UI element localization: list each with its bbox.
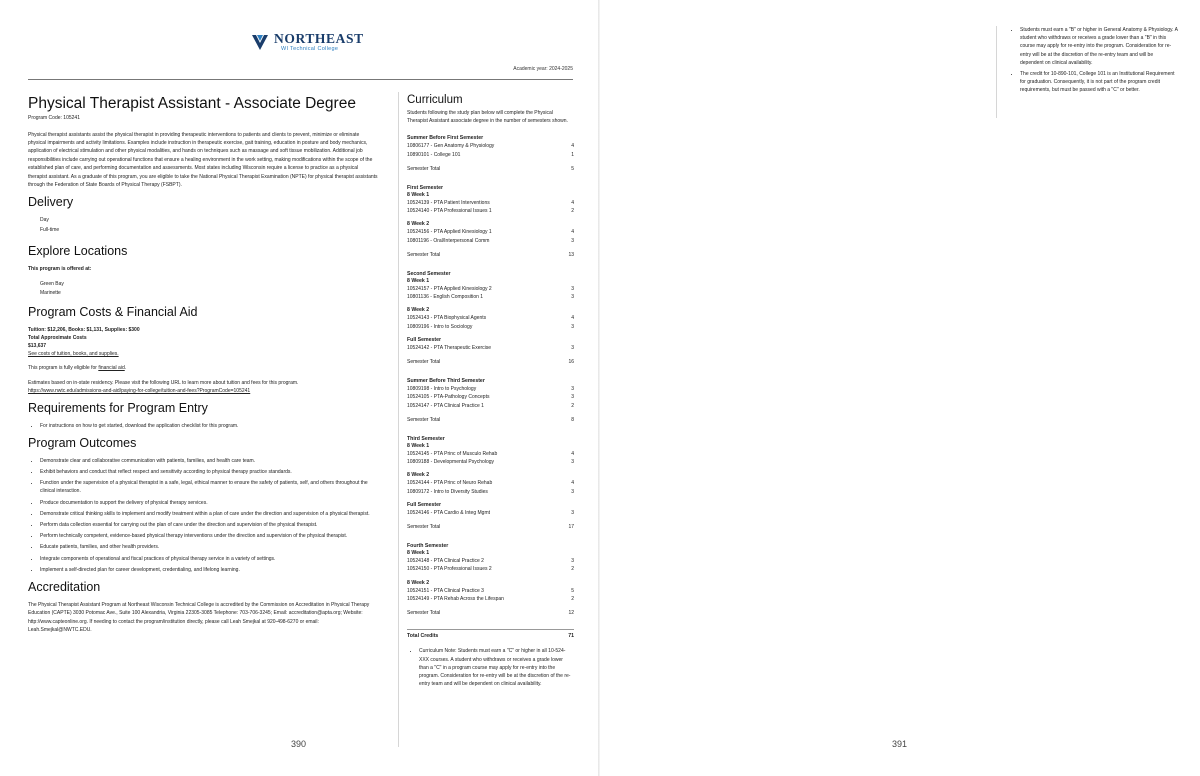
- course-row: [407, 293, 574, 301]
- course-credits: 1: [571, 151, 574, 158]
- semester-total-value: 5: [571, 165, 574, 172]
- outcomes-heading: Program Outcomes: [28, 435, 137, 450]
- cost-estimate-note: [28, 379, 378, 396]
- locations-list: [40, 280, 378, 299]
- outcome-item: • Perform technically competent, evidence-based physical therapy interventions under the direction and supervision of the physical therapist.: [40, 532, 378, 540]
- continued-note-item: • Students must earn a "B" or higher in General Anatomy & Physiology. A student who withdraws or receives a grade lower than a "B" in this course may apply for re-entry into the program. Consideration for re-entry will be at the discretion of the re-entry team and will be dependent on clinical availability.: [1020, 26, 1178, 67]
- course-credits: 4: [571, 480, 574, 487]
- course-name: 10524150 - PTA Professional Issues 2: [407, 566, 492, 573]
- estimate-text: Estimates based on in-state residency. Please visit the following URL to learn more about tuition and fees for this program.: [28, 379, 299, 386]
- outcome-item: • Function under the supervision of a physical therapist in a safe, legal, ethical manner to ensure the safety of patients, self, and others throughout the clinical interaction.: [40, 479, 378, 495]
- course-row: [407, 393, 574, 401]
- outcome-item: • Implement a self-directed plan for career development, credentialing, and lifelong learning.: [40, 566, 378, 574]
- course-name: 10524148 - PTA Clinical Practice 2: [407, 558, 484, 565]
- delivery-list: [40, 216, 378, 235]
- outcome-item: • Demonstrate critical thinking skills to implement and modify treatment within a plan of care under the direction and supervision of a physical therapist.: [40, 510, 378, 518]
- semester-total-label: Semester Total: [407, 251, 441, 258]
- course-row: [407, 314, 574, 322]
- tuition-url-link[interactable]: https://www.nwtc.edu/admissions-and-aid/paying-for-college/tuition-and-fees?ProgramCode=105241: [28, 388, 251, 395]
- course-credits: 2: [571, 402, 574, 409]
- curriculum-heading: Curriculum: [407, 94, 463, 106]
- course-row: [407, 344, 574, 352]
- total-credits-label: Total Credits: [407, 633, 439, 640]
- course-name: 10524157 - PTA Applied Kinesiology 2: [407, 286, 492, 293]
- semester-block: [407, 185, 574, 259]
- course-row: [407, 488, 574, 496]
- semester-total-label: Semester Total: [407, 524, 441, 531]
- semester-block: [407, 271, 574, 366]
- course-credits: 2: [571, 566, 574, 573]
- total-cost-label: Total Approximate Costs: [28, 334, 87, 341]
- header-rule: [28, 79, 573, 80]
- semester-title: Summer Before Third Semester: [407, 378, 485, 385]
- course-row: [407, 228, 574, 236]
- curriculum-intro: Students following the study plan below will complete the Physical Therapist Assistant associate degree in the number of semesters shown.: [407, 110, 568, 125]
- semester-total-label: Semester Total: [407, 416, 441, 423]
- delivery-item: Day: [40, 217, 49, 224]
- requirements-heading: Requirements for Program Entry: [28, 400, 208, 415]
- outcome-item: • Educate patients, families, and other health providers.: [40, 543, 378, 551]
- course-row: [407, 207, 574, 215]
- semester-total-row: [407, 609, 574, 617]
- semester-block: [407, 543, 574, 617]
- term-label: Full Semester: [407, 336, 442, 343]
- costs-heading: Program Costs & Financial Aid: [28, 304, 198, 319]
- accreditation-heading: Accreditation: [28, 580, 101, 595]
- page-number-left: 390: [291, 739, 307, 749]
- page-number-right: 391: [892, 739, 908, 749]
- financial-aid-link[interactable]: financial aid: [98, 365, 125, 372]
- course-credits: 3: [571, 558, 574, 565]
- course-group: [407, 142, 574, 158]
- course-row: [407, 557, 574, 565]
- semester-total-value: 16: [568, 359, 574, 366]
- semester-total-value: 13: [568, 251, 574, 258]
- course-name: 10809188 - Developmental Psychology: [407, 459, 494, 466]
- course-credits: 3: [571, 394, 574, 401]
- course-row: [407, 587, 574, 595]
- costs-link[interactable]: See costs of tuition, books, and supplies.: [28, 351, 119, 358]
- term-label: 8 Week 2: [407, 307, 430, 314]
- semester-title: Third Semester: [407, 436, 445, 443]
- semester-total-value: 12: [568, 610, 574, 617]
- continued-notes: [1010, 26, 1178, 101]
- course-group: [407, 385, 574, 410]
- course-credits: 3: [571, 509, 574, 516]
- course-name: 10524140 - PTA Professional Issues 1: [407, 208, 492, 215]
- outcome-item: • Demonstrate clear and collaborative communication with patients, families, and health care team.: [40, 457, 378, 465]
- course-row: [407, 199, 574, 207]
- term-label: 8 Week 2: [407, 579, 430, 586]
- course-name: 10524139 - PTA Patient Interventions: [407, 200, 490, 207]
- course-credits: 4: [571, 315, 574, 322]
- course-credits: 5: [571, 587, 574, 594]
- course-credits: 2: [571, 595, 574, 602]
- course-credits: 4: [571, 229, 574, 236]
- notes-divider: [996, 26, 997, 118]
- course-credits: 4: [571, 451, 574, 458]
- semester-title: Fourth Semester: [407, 543, 449, 550]
- term-label: 8 Week 1: [407, 192, 430, 199]
- course-row: [407, 385, 574, 393]
- semester-total-row: [407, 416, 574, 424]
- requirement-item: • For instructions on how to get started, download the application checklist for this program.: [40, 422, 378, 430]
- total-cost-value: $13,637: [28, 342, 47, 349]
- locations-intro: This program is offered at:: [28, 266, 92, 273]
- program-code: Program Code: 105241: [28, 114, 80, 121]
- course-name: 10524146 - PTA Cardio & Integ Mgmt: [407, 509, 491, 516]
- term-label: 8 Week 1: [407, 278, 430, 285]
- course-name: 10809198 - Intro to Psychology: [407, 386, 477, 393]
- course-row: [407, 450, 574, 458]
- course-name: 10809172 - Intro to Diversity Studies: [407, 488, 488, 495]
- program-description: Physical therapist assistants assist the physical therapist in providing therapeutic interventions to patients and clients to prevent, minimize or eliminate physical impairments and activity limitations. Examples include instruction in therapeutic exercise, gait training, education in posture and body mechanics, application of electrical stimulation and other physical modalities, and hands on techniques such as massage and soft tissue mobilization. Additional job responsibilities include carrying out operational functions that ensure a healing environment in the work setting, making modifications within the scope of the established plan of care, and performing documentation and assessments. Most states including Wisconsin require a license to practice as a physical therapist assistant. As a graduate of this program, you are eligible to take the National Physical Therapist Examination (NPTE) for physical therapist assistants through the Federation of State Boards of Physical Therapy (FSBPT).: [28, 131, 378, 188]
- logo-subtitle: WI Technical College: [281, 45, 339, 52]
- course-name: 10890101 - College 101: [407, 151, 461, 158]
- logo-name: NORTHEAST: [274, 31, 364, 46]
- course-name: 10524147 - PTA Clinical Practice 1: [407, 402, 484, 409]
- term-label: 8 Week 2: [407, 472, 430, 479]
- page-title: Physical Therapist Assistant - Associate Degree: [28, 95, 356, 112]
- semester-total-label: Semester Total: [407, 359, 441, 366]
- outcome-item: • Perform data collection essential for carrying out the plan of care under the direction and supervision of the physical therapist.: [40, 521, 378, 529]
- outcomes-list: [28, 457, 378, 574]
- semester-total-label: Semester Total: [407, 610, 441, 617]
- semester-total-row: [407, 251, 574, 259]
- course-row: [407, 565, 574, 573]
- course-group: [407, 472, 574, 495]
- semester-block: [407, 378, 574, 424]
- curriculum-column: [407, 94, 574, 694]
- term-label: 8 Week 1: [407, 443, 430, 450]
- course-row: [407, 285, 574, 293]
- course-group: [407, 580, 574, 603]
- course-name: 10524105 - PTA-Pathology Concepts: [407, 394, 490, 401]
- total-credits-row: [407, 629, 574, 639]
- northeast-logo-icon: [250, 32, 270, 52]
- course-credits: 2: [571, 208, 574, 215]
- semester-block: [407, 436, 574, 531]
- course-credits: 3: [571, 294, 574, 301]
- course-credits: 4: [571, 143, 574, 150]
- course-row: [407, 458, 574, 466]
- semester-list: [407, 135, 574, 617]
- course-credits: 3: [571, 286, 574, 293]
- course-row: [407, 479, 574, 487]
- course-name: 10801136 - English Composition 1: [407, 294, 484, 301]
- semester-title: First Semester: [407, 185, 444, 192]
- course-group: [407, 192, 574, 215]
- tuition-breakdown: Tuition: $12,206, Books: $1,131, Supplies: $300: [28, 326, 140, 333]
- course-row: [407, 151, 574, 159]
- course-group: [407, 443, 574, 466]
- delivery-heading: Delivery: [28, 195, 74, 210]
- course-name: 10524145 - PTA Princ of Musculo Rehab: [407, 451, 498, 458]
- course-row: [407, 323, 574, 331]
- course-row: [407, 509, 574, 517]
- program-info-column: [28, 95, 378, 641]
- right-page: [600, 0, 1200, 776]
- semester-block: [407, 135, 574, 173]
- course-row: [407, 595, 574, 603]
- semester-total-value: 17: [568, 524, 574, 531]
- course-row: [407, 237, 574, 245]
- semester-total-row: [407, 358, 574, 366]
- course-name: 10809196 - Intro to Sociology: [407, 323, 473, 330]
- course-name: 10524144 - PTA Princ of Neuro Rehab: [407, 480, 493, 487]
- course-group: [407, 502, 574, 517]
- course-name: 10524149 - PTA Rehab Across the Lifespan: [407, 595, 504, 602]
- course-group: [407, 307, 574, 330]
- course-group: [407, 278, 574, 301]
- outcome-item: • Produce documentation to support the delivery of physical therapy services.: [40, 499, 378, 507]
- college-logo: [250, 32, 364, 52]
- locations-heading: Explore Locations: [28, 244, 128, 259]
- course-name: 10801196 - Oral/Interpersonal Comm: [407, 237, 490, 244]
- term-label: 8 Week 1: [407, 550, 430, 557]
- course-name: 10524143 - PTA Biophysical Agents: [407, 315, 487, 322]
- course-credits: 3: [571, 386, 574, 393]
- column-divider: [398, 92, 399, 747]
- course-group: [407, 550, 574, 573]
- term-label: 8 Week 2: [407, 221, 430, 228]
- course-name: 10806177 - Gen Anatomy & Physiology: [407, 143, 495, 150]
- course-name: 10524156 - PTA Applied Kinesiology 1: [407, 229, 492, 236]
- financial-aid-text: [28, 364, 378, 372]
- course-name: 10524151 - PTA Clinical Practice 3: [407, 587, 484, 594]
- semester-total-value: 8: [571, 416, 574, 423]
- course-group: [407, 221, 574, 244]
- semester-total-label: Semester Total: [407, 165, 441, 172]
- course-row: [407, 402, 574, 410]
- outcome-item: • Integrate components of operational and fiscal practices of physical therapy service in a variety of settings.: [40, 555, 378, 563]
- requirements-list: [28, 422, 378, 430]
- semester-total-row: [407, 523, 574, 531]
- curriculum-notes: [407, 647, 574, 688]
- course-credits: 3: [571, 344, 574, 351]
- course-credits: 3: [571, 488, 574, 495]
- location-item: Marinette: [40, 290, 61, 297]
- course-credits: 3: [571, 459, 574, 466]
- aid-suffix: .: [124, 365, 127, 372]
- aid-prefix: This program is fully eligible for: [28, 365, 99, 372]
- total-credits-value: 71: [568, 633, 574, 640]
- location-item: Green Bay: [40, 280, 64, 287]
- course-group: [407, 337, 574, 352]
- semester-title: Second Semester: [407, 271, 451, 278]
- course-credits: 3: [571, 323, 574, 330]
- semester-title: Summer Before First Semester: [407, 135, 484, 142]
- course-credits: 4: [571, 200, 574, 207]
- course-row: [407, 142, 574, 150]
- outcome-item: • Exhibit behaviors and conduct that reflect respect and sensitivity according to physical therapy practice standards.: [40, 468, 378, 476]
- continued-note-item: • The credit for 10-890-101, College 101 is an Institutional Requirement for graduation. Consequently, it is not part of the program credit requirements, but must be passed with a "C" or better.: [1020, 70, 1178, 95]
- accreditation-text: The Physical Therapist Assistant Program at Northeast Wisconsin Technical College is accredited by the Commission on Accreditation in Physical Therapy Education (CAPTE) 3030 Potomac Ave., Suite 100 Alexandria, Virginia 22305-3085 Telephone: 703-706-3245; Email: accreditation@apta.org; Website: http://www.capteonline.org. If needing to contact the program/institution directly, please call Leah Smejkal at 920-498-6270 or email: Leah.Smejkal@NWTC.EDU.: [28, 602, 370, 634]
- course-name: 10524142 - PTA Therapeutic Exercise: [407, 344, 492, 351]
- academic-year: Academic year: 2024-2025: [513, 66, 573, 72]
- delivery-item: Full-time: [40, 226, 60, 233]
- course-credits: 3: [571, 237, 574, 244]
- semester-total-row: [407, 165, 574, 173]
- term-label: Full Semester: [407, 501, 442, 508]
- curriculum-note: • Curriculum Note: Students must earn a "C" or higher in all 10-524-XXX courses. A student who withdraws or receives a grade lower than a "C" in a program course may apply for re-entry into the program. Consideration for re-entry will be at the discretion of the re-entry team and will be dependent on clinical availability.: [419, 647, 574, 688]
